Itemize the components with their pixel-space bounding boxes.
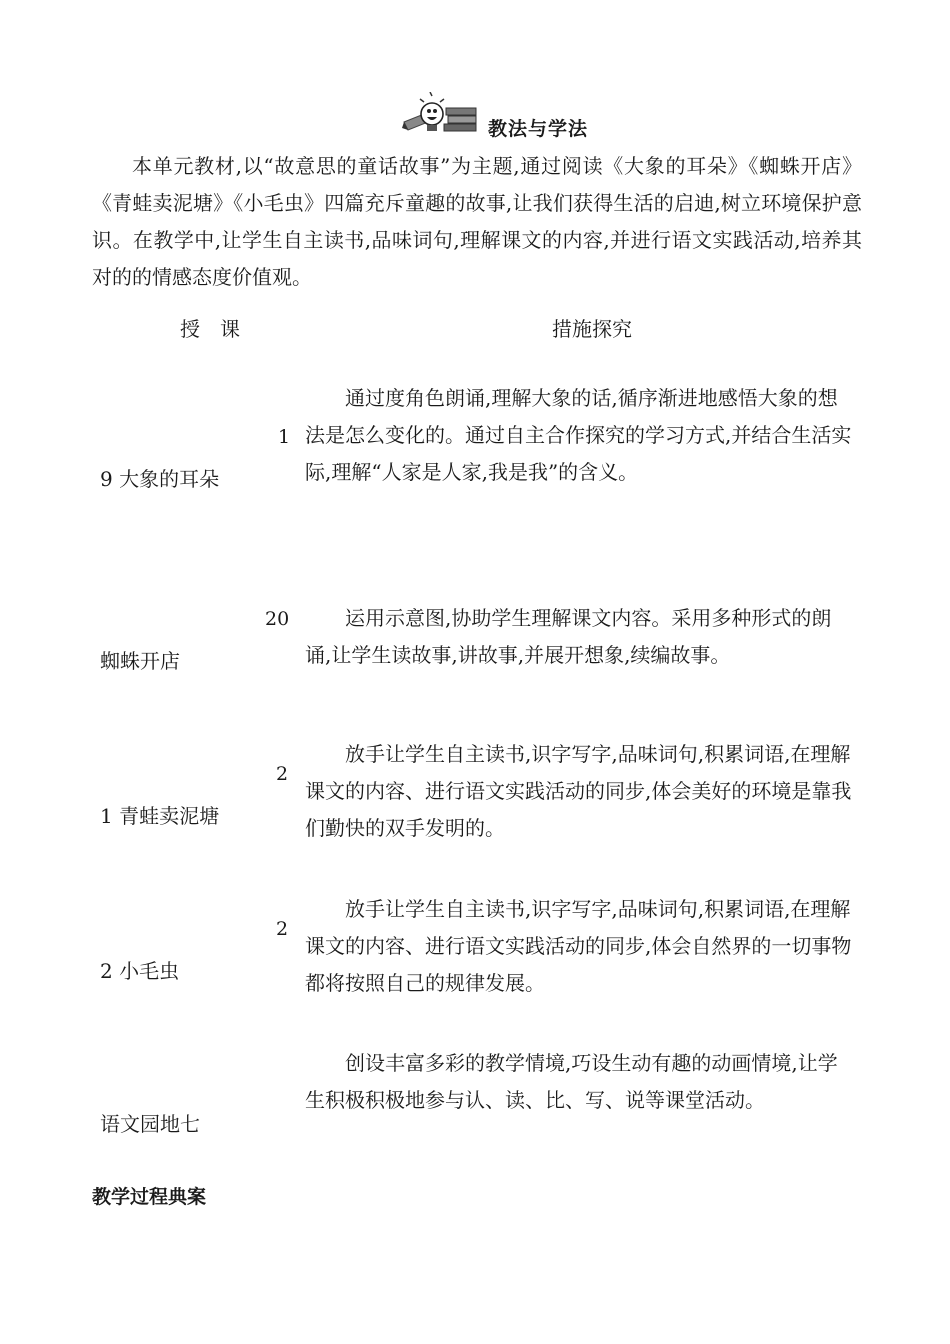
column-header-measure: 措施探究 bbox=[552, 317, 632, 341]
lesson-description: 放手让学生自主读书,识字写字,品味词句,积累词语,在理解课文的内容、进行语文实践活动的同步,体会美好的环境是靠我们勤快的双手发明的。 bbox=[305, 742, 852, 840]
lesson-number: 2 bbox=[276, 763, 289, 785]
lightbulb-books-icon bbox=[402, 92, 480, 140]
lesson-description: 创设丰富多彩的教学情境,巧设生动有趣的动画情境,让学生积极积极地参与认、读、比、写、说等课堂活动。 bbox=[305, 1051, 838, 1112]
column-header-lesson: 授 课 bbox=[180, 317, 240, 341]
lesson-title: 语文园地七 bbox=[100, 1112, 200, 1136]
page-title: 教法与学法 bbox=[488, 118, 589, 140]
lesson-title: 1 青蛙卖泥塘 bbox=[100, 804, 220, 828]
lesson-description: 运用示意图,协助学生理解课文内容。采用多种形式的朗诵,让学生读故事,讲故事,并展开想象,续编故事。 bbox=[305, 606, 832, 667]
lesson-title: 2 小毛虫 bbox=[100, 959, 180, 983]
lesson-description: 通过度角色朗诵,理解大象的话,循序渐进地感悟大象的想法是怎么变化的。通过自主合作探究的学习方式,并结合生活实际,理解“人家是人家,我是我”的含义。 bbox=[305, 386, 852, 484]
section-heading: 教学过程典案 bbox=[92, 1186, 207, 1208]
lesson-number: 1 bbox=[278, 426, 291, 448]
lesson-title: 蜘蛛开店 bbox=[100, 649, 180, 673]
lesson-title: 9 大象的耳朵 bbox=[100, 467, 220, 491]
lesson-description: 放手让学生自主读书,识字写字,品味词句,积累词语,在理解课文的内容、进行语文实践活动的同步,体会自然界的一切事物都将按照自己的规律发展。 bbox=[305, 897, 852, 995]
lesson-number: 2 bbox=[276, 918, 289, 940]
lesson-number: 20 bbox=[265, 608, 290, 630]
intro-paragraph: 本单元教材,以“故意思的童话故事”为主题,通过阅读《大象的耳朵》《蜘蛛开店》《青蛙卖泥塘》《小毛虫》四篇充斥童趣的故事,让我们获得生活的启迪,树立环境保护意识。在教学中,让学生自主读书,品味词句,理解课文的内容,并进行语文实践活动,培养其对的的情感态度价值观。 bbox=[92, 154, 862, 289]
